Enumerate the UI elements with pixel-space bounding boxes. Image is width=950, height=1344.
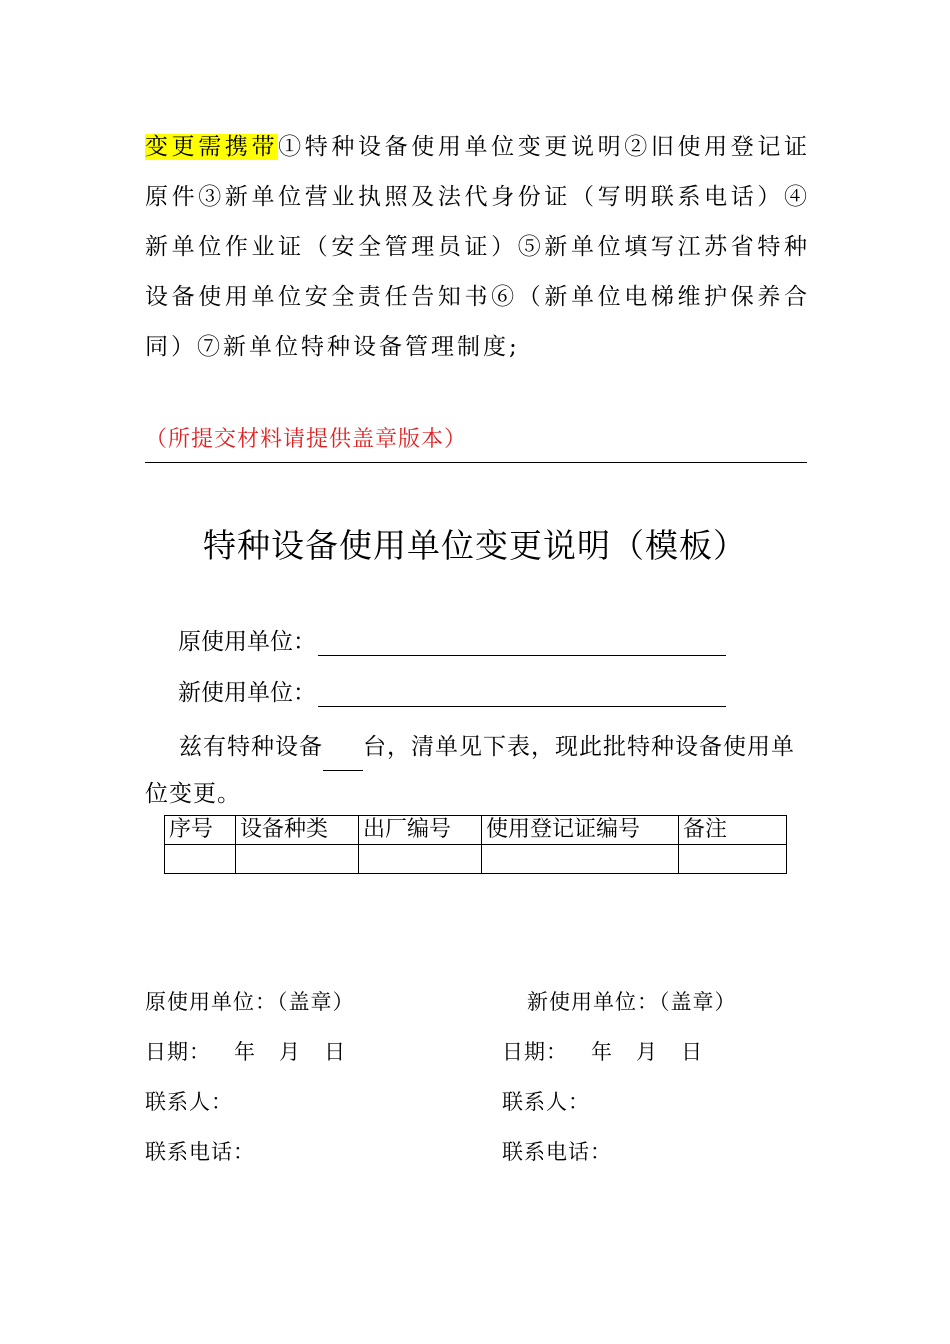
table-cell[interactable] bbox=[165, 845, 236, 874]
right-contact: 联系人： bbox=[502, 1090, 590, 1114]
original-unit-label: 原使用单位： bbox=[178, 629, 316, 655]
requirements-text: ①特种设备使用单位变更说明②旧使用登记证原件③新单位营业执照及法代身份证（写明联系电话）④新单位作业证（安全管理员证）⑤新单位填写江苏省特种设备使用单位安全责任告知书⑥（新单位电梯维护保养合同）⑦新单位特种设备管理制度; bbox=[145, 134, 810, 360]
quantity-blank[interactable] bbox=[323, 748, 363, 771]
left-contact: 联系人： bbox=[145, 1090, 233, 1114]
body-paragraph bbox=[145, 724, 810, 818]
stamp-note: （所提交材料请提供盖章版本） bbox=[145, 427, 468, 452]
header-cell: 序号 bbox=[165, 816, 236, 845]
header-cell: 使用登记证编号 bbox=[482, 816, 679, 845]
table-row bbox=[165, 845, 787, 874]
document-title: 特种设备使用单位变更说明（模板） bbox=[203, 526, 747, 565]
new-unit-blank[interactable] bbox=[318, 684, 726, 707]
body-suffix: 台，清单见下表，现此批特种设备使用单位变更。 bbox=[145, 734, 795, 807]
new-unit-field bbox=[178, 674, 726, 707]
left-date: 日期： 年 月 日 bbox=[145, 1040, 347, 1064]
header-cell: 设备种类 bbox=[236, 816, 359, 845]
highlighted-label: 变更需携带 bbox=[145, 134, 279, 160]
table-cell[interactable] bbox=[236, 845, 359, 874]
table-cell[interactable] bbox=[482, 845, 679, 874]
table-header-row bbox=[165, 816, 787, 845]
requirements-paragraph bbox=[145, 122, 810, 372]
right-date: 日期： 年 月 日 bbox=[502, 1040, 704, 1064]
right-unit-stamp: 新使用单位：（盖章） bbox=[527, 990, 737, 1014]
original-unit-field bbox=[178, 623, 726, 656]
table-cell[interactable] bbox=[359, 845, 482, 874]
original-unit-blank[interactable] bbox=[318, 633, 726, 656]
equipment-table bbox=[164, 815, 787, 874]
table-cell[interactable] bbox=[679, 845, 787, 874]
right-phone: 联系电话： bbox=[502, 1140, 612, 1164]
divider-line bbox=[145, 462, 807, 463]
header-cell: 备注 bbox=[679, 816, 787, 845]
body-prefix: 兹有特种设备 bbox=[179, 734, 323, 760]
header-cell: 出厂编号 bbox=[359, 816, 482, 845]
new-unit-label: 新使用单位： bbox=[178, 680, 316, 706]
left-phone: 联系电话： bbox=[145, 1140, 255, 1164]
left-unit-stamp: 原使用单位：（盖章） bbox=[145, 990, 355, 1014]
